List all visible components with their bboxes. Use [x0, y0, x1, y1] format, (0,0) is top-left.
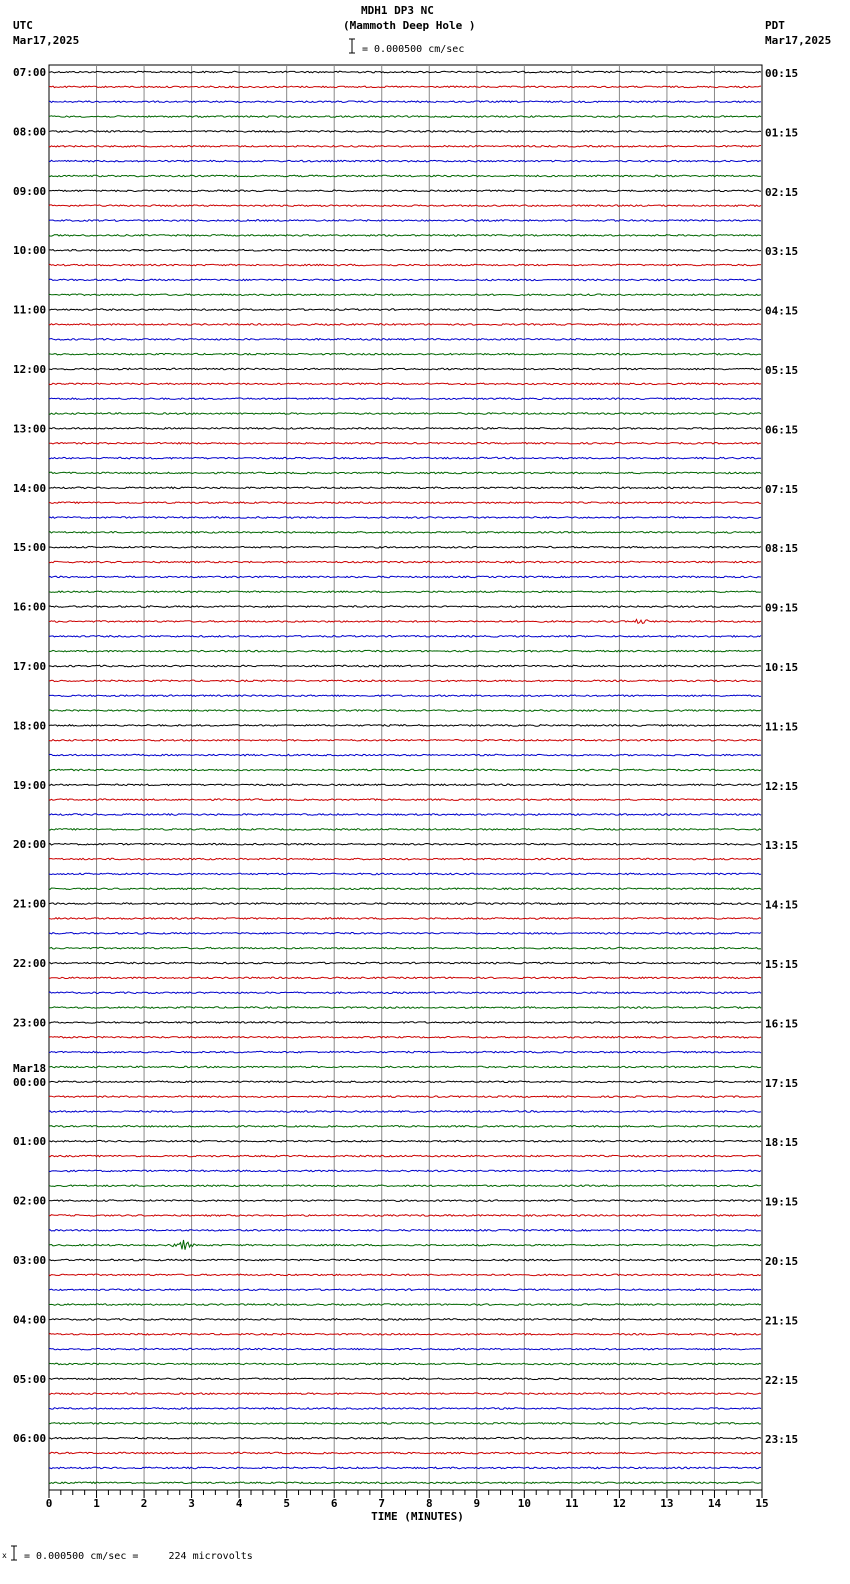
utc-hour-label: 13:00 — [13, 422, 47, 436]
seismic-trace — [49, 309, 761, 311]
seismic-trace — [49, 858, 761, 860]
seismic-trace — [49, 873, 761, 875]
seismic-trace — [49, 1240, 761, 1250]
seismic-trace — [49, 190, 761, 192]
seismic-trace — [49, 146, 761, 148]
pdt-hour-label: 13:15 — [765, 839, 799, 853]
footer-scale-text: = 0.000500 cm/sec = 224 microvolts — [24, 1551, 253, 1562]
utc-hour-label: 21:00 — [13, 897, 47, 911]
seismic-trace — [49, 888, 761, 890]
seismic-trace — [49, 294, 761, 296]
seismic-trace — [49, 532, 761, 534]
x-tick-label: 13 — [660, 1497, 674, 1510]
x-tick-label: 14 — [707, 1497, 722, 1510]
seismic-trace — [49, 1155, 761, 1157]
seismic-trace — [49, 1170, 761, 1172]
seismic-trace — [49, 769, 761, 771]
scale-bar-icon — [349, 39, 355, 53]
utc-hour-label: 10:00 — [13, 244, 47, 258]
x-tick-label: 5 — [283, 1497, 290, 1510]
seismic-trace — [49, 784, 761, 786]
utc-hour-label: 07:00 — [13, 66, 47, 79]
seismic-trace — [49, 383, 761, 385]
seismic-trace — [49, 619, 761, 623]
pdt-hour-label: 23:15 — [765, 1433, 799, 1447]
seismic-trace — [49, 814, 761, 816]
seismic-trace — [49, 992, 761, 994]
x-tick-label: 1 — [93, 1497, 100, 1510]
seismic-trace — [49, 1051, 761, 1053]
seismic-trace — [49, 368, 761, 370]
seismic-trace — [49, 279, 761, 281]
seismic-trace — [49, 428, 761, 430]
seismic-trace — [49, 576, 761, 578]
seismic-trace — [49, 903, 761, 905]
pdt-hour-label: 09:15 — [765, 601, 799, 615]
seismic-trace — [49, 636, 761, 638]
seismic-trace — [49, 443, 761, 445]
station-name: (Mammoth Deep Hole ) — [343, 19, 476, 32]
seismic-trace — [49, 502, 761, 504]
seismic-trace — [49, 1096, 761, 1098]
seismic-trace — [49, 1289, 761, 1291]
seismic-trace — [49, 101, 761, 103]
x-tick-label: 3 — [188, 1497, 195, 1510]
utc-hour-label: 00:00 — [13, 1075, 47, 1089]
right-date: Mar17,2025 — [765, 34, 832, 47]
left-zone: UTC — [13, 19, 33, 32]
utc-hour-label: 11:00 — [13, 303, 47, 317]
pdt-hour-label: 17:15 — [765, 1076, 799, 1090]
pdt-hour-label: 00:15 — [765, 67, 799, 80]
x-tick-label: 12 — [612, 1497, 627, 1510]
seismic-trace — [49, 1393, 761, 1395]
seismic-trace — [49, 933, 761, 935]
seismic-trace — [49, 1274, 761, 1276]
seismic-trace — [49, 116, 761, 118]
utc-hour-label: 09:00 — [13, 184, 47, 198]
x-tick-label: 0 — [45, 1497, 53, 1510]
pdt-hour-label: 11:15 — [765, 720, 799, 734]
seismic-trace — [49, 918, 761, 920]
pdt-hour-label: 22:15 — [765, 1373, 799, 1387]
seismic-trace — [49, 235, 761, 237]
seismic-trace — [49, 665, 761, 667]
pdt-hour-label: 02:15 — [765, 185, 799, 199]
seismic-trace — [49, 1334, 761, 1336]
seismic-trace — [49, 1185, 761, 1187]
seismic-trace — [49, 561, 761, 563]
pdt-hour-label: 01:15 — [765, 126, 799, 140]
plot-frame — [49, 65, 762, 1490]
seismic-trace — [49, 962, 761, 964]
pdt-hour-label: 12:15 — [765, 779, 799, 793]
seismic-trace — [49, 324, 761, 326]
seismic-trace — [49, 1467, 761, 1469]
seismic-trace — [49, 398, 761, 400]
seismic-trace — [49, 829, 761, 831]
seismic-trace — [49, 606, 761, 608]
x-tick-label: 4 — [235, 1497, 243, 1510]
seismic-trace — [49, 1200, 761, 1202]
seismic-trace — [49, 591, 761, 593]
utc-hour-label: 14:00 — [13, 481, 47, 495]
pdt-hour-label: 18:15 — [765, 1136, 799, 1150]
x-tick-label: 10 — [517, 1497, 531, 1510]
seismic-trace — [49, 977, 761, 979]
pdt-hour-label: 19:15 — [765, 1195, 799, 1209]
utc-hour-label: 23:00 — [13, 1016, 47, 1030]
seismic-trace — [49, 1259, 761, 1261]
seismic-trace — [49, 249, 761, 251]
seismic-trace — [49, 1319, 761, 1321]
seismic-trace — [49, 1348, 761, 1350]
utc-hour-label: 05:00 — [13, 1372, 47, 1386]
x-tick-label: 15 — [755, 1497, 769, 1510]
seismic-trace — [49, 131, 761, 133]
pdt-hour-label: 07:15 — [765, 482, 799, 496]
utc-hour-label: 17:00 — [13, 660, 47, 673]
utc-hour-label: 03:00 — [13, 1254, 47, 1267]
seismic-trace — [49, 220, 761, 222]
utc-hour-label: 16:00 — [13, 600, 47, 614]
x-tick-label: 7 — [378, 1497, 386, 1510]
x-tick-label: 6 — [330, 1497, 338, 1510]
seismic-trace — [49, 1230, 761, 1232]
x-tick-label: 9 — [473, 1497, 481, 1510]
scale-text: = 0.000500 cm/sec — [362, 44, 465, 55]
seismic-trace — [49, 1482, 761, 1484]
pdt-hour-label: 14:15 — [765, 898, 799, 912]
pdt-hour-label: 08:15 — [765, 542, 799, 556]
seismic-trace — [49, 160, 761, 162]
date-change-label: Mar18 — [13, 1061, 47, 1075]
utc-hour-label: 02:00 — [13, 1194, 47, 1208]
utc-hour-label: 15:00 — [13, 541, 47, 555]
seismic-trace — [49, 695, 761, 697]
seismic-trace — [49, 725, 761, 727]
seismic-trace — [49, 86, 761, 88]
utc-hour-label: 19:00 — [13, 778, 47, 792]
seismic-trace — [49, 1007, 761, 1009]
utc-hour-label: 04:00 — [13, 1313, 47, 1327]
seismic-trace — [49, 1140, 761, 1142]
x-tick-label: 8 — [425, 1497, 433, 1510]
seismic-trace — [49, 264, 761, 266]
seismic-trace — [49, 1022, 761, 1024]
seismic-trace — [49, 175, 761, 177]
seismic-trace — [49, 457, 761, 459]
utc-hour-label: 22:00 — [13, 957, 47, 970]
footer-marker: x — [2, 1551, 7, 1560]
seismic-trace — [49, 1037, 761, 1039]
seismic-trace — [49, 1066, 761, 1068]
seismic-trace — [49, 650, 761, 652]
right-zone: PDT — [765, 19, 785, 32]
station-line: MDH1 DP3 NC — [361, 4, 434, 17]
pdt-hour-label: 04:15 — [765, 304, 799, 318]
seismic-trace — [49, 740, 761, 742]
seismic-trace — [49, 843, 761, 845]
seismic-trace — [49, 1363, 761, 1365]
utc-hour-label: 08:00 — [13, 125, 47, 139]
seismic-trace — [49, 799, 761, 801]
seismic-trace — [49, 517, 761, 519]
seismic-trace — [49, 1378, 761, 1380]
utc-hour-label: 18:00 — [13, 719, 47, 733]
seismic-trace — [49, 1408, 761, 1410]
utc-hour-label: 06:00 — [13, 1432, 47, 1446]
seismic-trace — [49, 754, 761, 756]
x-tick-label: 11 — [565, 1497, 579, 1510]
seismic-trace — [49, 205, 761, 207]
pdt-hour-label: 16:15 — [765, 1017, 799, 1031]
seismic-trace — [49, 1423, 761, 1425]
seismic-trace — [49, 710, 761, 712]
seismic-trace — [49, 71, 761, 73]
utc-hour-label: 12:00 — [13, 363, 47, 376]
seismic-trace — [49, 1437, 761, 1439]
seismic-trace — [49, 1111, 761, 1113]
pdt-hour-label: 05:15 — [765, 364, 799, 377]
seismic-trace — [49, 1215, 761, 1217]
seismic-trace — [49, 472, 761, 474]
seismic-trace — [49, 947, 761, 949]
seismic-trace — [49, 1304, 761, 1306]
utc-hour-label: 01:00 — [13, 1135, 47, 1149]
seismic-trace — [49, 413, 761, 415]
pdt-hour-label: 20:15 — [765, 1255, 799, 1268]
pdt-hour-label: 15:15 — [765, 958, 799, 971]
pdt-hour-label: 21:15 — [765, 1314, 799, 1328]
seismic-trace — [49, 487, 761, 489]
pdt-hour-label: 06:15 — [765, 423, 799, 437]
seismic-trace — [49, 546, 761, 548]
pdt-hour-label: 10:15 — [765, 661, 799, 674]
seismic-trace — [49, 1081, 761, 1083]
x-axis-label: TIME (MINUTES) — [371, 1510, 464, 1523]
x-tick-label: 2 — [140, 1497, 148, 1510]
seismic-trace — [49, 680, 761, 682]
seismic-trace — [49, 1126, 761, 1128]
pdt-hour-label: 03:15 — [765, 245, 799, 259]
seismic-trace — [49, 1452, 761, 1454]
utc-hour-label: 20:00 — [13, 838, 47, 852]
footer-scale-bar-icon — [11, 1546, 17, 1560]
left-date: Mar17,2025 — [13, 34, 80, 47]
seismic-trace — [49, 353, 761, 355]
seismic-trace — [49, 339, 761, 341]
